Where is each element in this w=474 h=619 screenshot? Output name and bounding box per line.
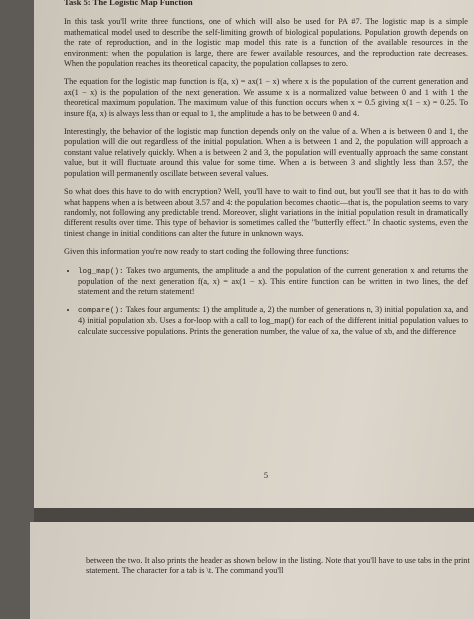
page-number: 5 xyxy=(263,471,269,480)
continuation-text: between the two. It also prints the header as shown below in the listing. Note that you'll have to use tabs in the print statement. The character for a tab is \t. The command you'll xyxy=(86,556,470,576)
list-item xyxy=(78,266,468,298)
task-heading: Task 5: The Logistic Map Function xyxy=(64,0,193,7)
function-name: log_map(): xyxy=(78,267,124,276)
equation-paragraph: The equation for the logistic map function is f(a, x) = ax(1 − x) where x is the population of the current generation and ax(1 − x) is the population of the next generation. We assume x is a normalized value between 0 and 1 with 1 the theoretical maximum population. The maximum value of this function occurs when x = 0.5 giving x(1 − x) = 0.25. To insure f(a, x) is always less than or equal to 1, the amplitude a has to be between 0 and 4. xyxy=(64,77,468,118)
functions-intro-paragraph: Given this information you're now ready to start coding the following three functions: xyxy=(64,247,349,257)
document-page xyxy=(34,0,474,508)
intro-paragraph: In this task you'll write three functions, one of which will also be used for PA #7. The logistic map is a simple mathematical model used to describe the self-limiting growth of biological populations. Population growth depends on the rate of reproduction, and in the logistic map model this rate is a function of the available resources in the environment: when the population is large, there are fewer available resources, and the reproduction rate decreases. When the population reaches its theoretical capacity, the population collapses to zero. xyxy=(64,17,468,69)
page-gap xyxy=(34,508,474,522)
function-description: Takes four arguments: 1) the amplitude a, 2) the number of generations n, 3) initial population xa, and 4) initial population xb. Uses a for-loop with a call to log_map() for each of the different initial population values to calculate successive populations. Prints the generation number, the value of xa, the value of xb, and the difference xyxy=(78,304,468,336)
encryption-paragraph: So what does this have to do with encryption? Well, you'll have to wait to find out, but you'll see that it has to do with what happens when a is between about 3.57 and 4: the population becomes chaotic—that is, the population seems to vary randomly, not following any predictable trend. Moreover, slight variations in the initial population result in dramatically different results over time. This type of behavior is sometimes called the "butterfly effect." In chaotic systems, even the tiniest change in initial conditions can alter the future in unknown ways. xyxy=(64,187,468,238)
function-list xyxy=(64,266,468,337)
page-content xyxy=(64,0,468,480)
behavior-paragraph: Interestingly, the behavior of the logistic map function depends only on the value of a. When a is between 0 and 1, the population will die out regardless of the initial population. When a is between 1 and 2, the population will approach a constant value relatively quickly. When a is between 2 and 3, the population will eventually approach the same constant value, but it will fluctuate around this value for some time. When a is between 3 and slightly less than 3.57, the population will permanently oscillate between several values. xyxy=(64,127,468,178)
next-document-page xyxy=(30,522,474,619)
list-item xyxy=(78,305,468,337)
function-name: compare(): xyxy=(78,306,124,315)
function-description: Takes two arguments, the amplitude a and the population of the current generation x and returns the population of the next generation f(a, x) = ax(1 − x). This entire function can be written in two lines, the def statement and the return statement! xyxy=(78,265,468,297)
